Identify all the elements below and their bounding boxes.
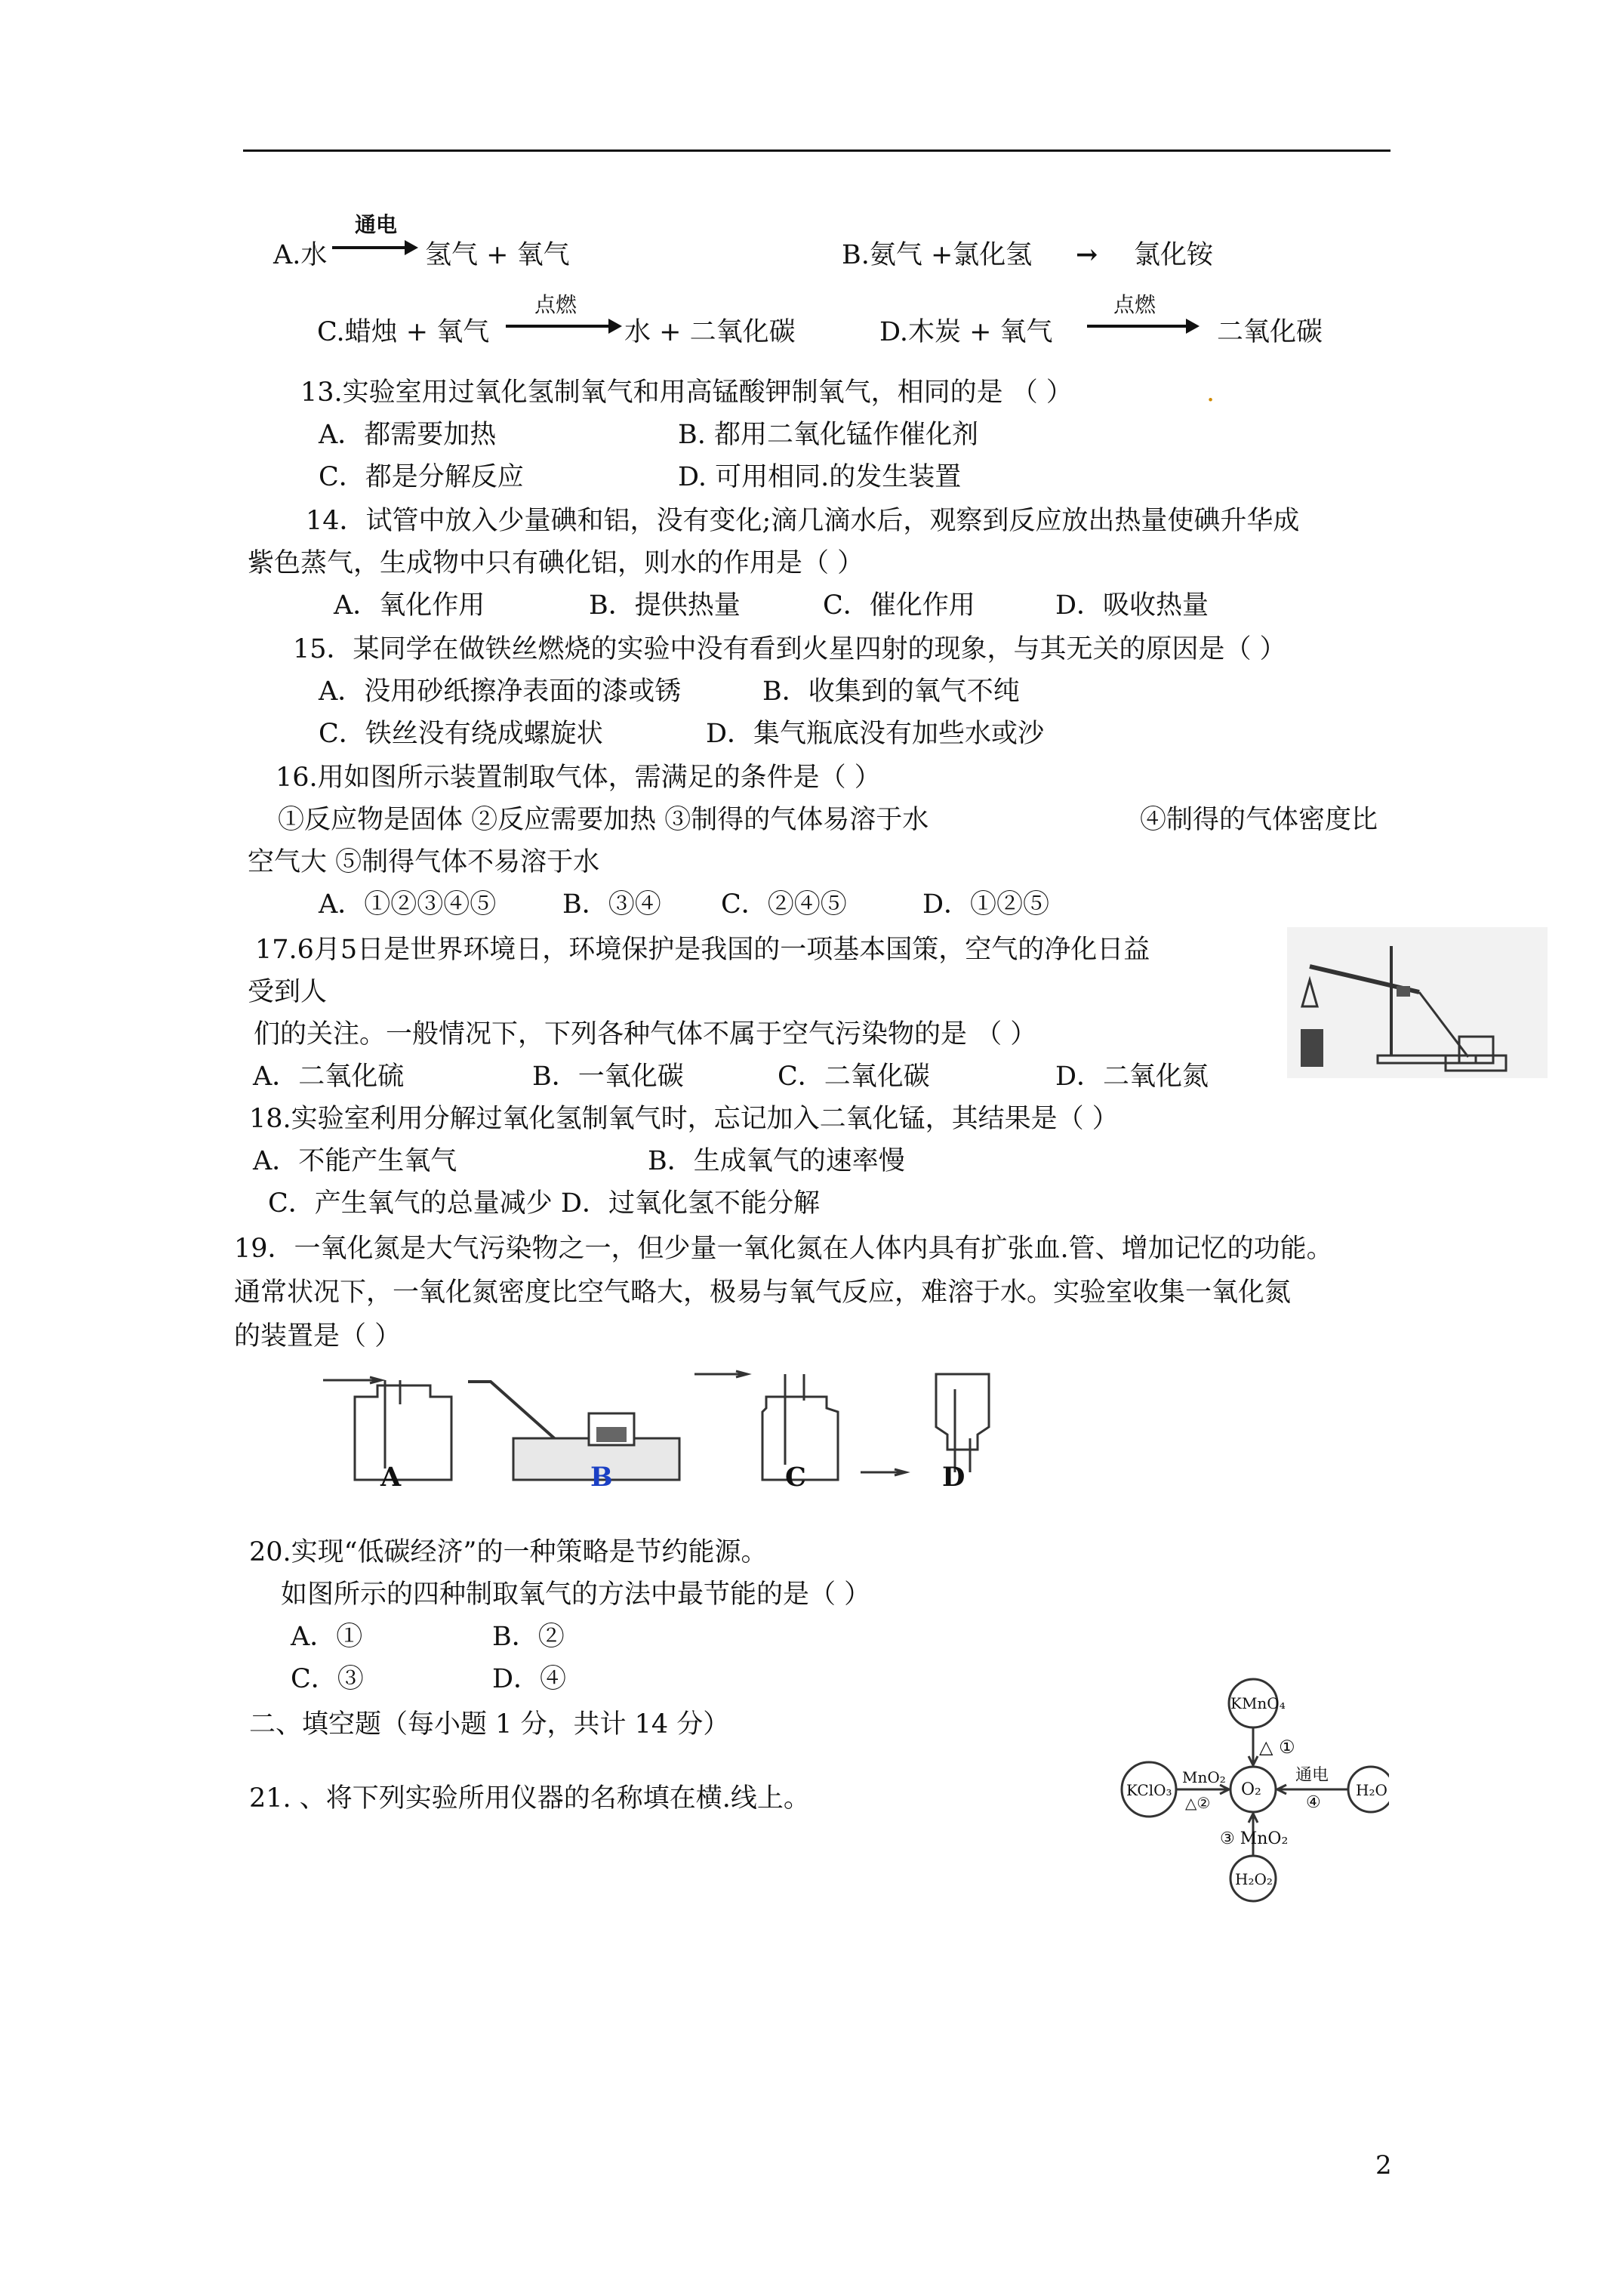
question-14-option-d: D．吸收热量 (1055, 590, 1209, 621)
reaction-c-condition: 点燃 (534, 292, 577, 317)
diagram-cond-4-bottom: ④ (1306, 1793, 1321, 1812)
reaction-c-products: 水 + 二氧化碳 (624, 317, 796, 347)
question-15-option-c: C．铁丝没有绕成螺旋状 (319, 719, 603, 749)
question-14-option-b: B．提供热量 (589, 590, 741, 621)
question-16-option-a: A．①②③④⑤ (319, 889, 497, 920)
reaction-d-condition: 点燃 (1113, 292, 1156, 317)
reaction-b-text: B.氨气 +氯化氢 (842, 240, 1033, 270)
diagram-cond-1: △ ① (1259, 1737, 1295, 1758)
question-18-option-cd: C．产生氧气的总量减少 D．过氧化氢不能分解 (268, 1188, 820, 1219)
heating-apparatus-figure (1287, 927, 1548, 1078)
question-18-stem: 18.实验室利用分解过氧化氢制氧气时，忘记加入二氧化锰，其结果是（ ） (249, 1104, 1119, 1134)
question-17-option-d: D．二氧化氮 (1055, 1062, 1209, 1092)
diagram-node-h2o: H₂O (1356, 1781, 1387, 1799)
reaction-arrow-icon (1087, 325, 1196, 328)
question-19-stem-cont2: 的装置是（ ） (234, 1321, 402, 1351)
reaction-c-reactants: C.蜡烛 + 氧气 (317, 317, 490, 347)
question-13-stem: 13.实验室用过氧化氢制氧气和用高锰酸钾制氧气，相同的是 （ ） (300, 378, 1073, 408)
question-18-option-b: B．生成氧气的速率慢 (648, 1146, 905, 1176)
question-18-option-a: A．不能产生氧气 (253, 1146, 457, 1176)
diagram-node-kmno4: KMnO₄ (1230, 1694, 1286, 1712)
question-15-option-d: D．集气瓶底没有加些水或沙 (706, 719, 1045, 749)
question-17-option-c: C．二氧化碳 (778, 1062, 930, 1092)
question-13-option-d: D. 可用相同.的发生装置 (678, 462, 962, 492)
header-rule (243, 149, 1390, 152)
page-number: 2 (1375, 2150, 1392, 2180)
reaction-a-label: A.水 (273, 240, 328, 270)
diagram-cond-4-top: 通电 (1295, 1766, 1329, 1785)
question-19-stem: 19．一氧化氮是大气污染物之一，但少量一氧化氮在人体内具有扩张血.管、增加记忆的功能。 (234, 1234, 1333, 1264)
question-16-conditions-cont: 空气大 ⑤制得气体不易溶于水 (248, 847, 600, 877)
decorative-dot: . (1206, 378, 1215, 408)
question-20-option-d: D．④ (492, 1664, 567, 1694)
question-15-option-b: B．收集到的氧气不纯 (762, 676, 1020, 707)
reaction-a-condition: 通电 (355, 212, 398, 237)
question-17-stem: 17.6月5日是世界环境日，环境保护是我国的一项基本国策，空气的净化日益 (255, 935, 1150, 965)
diagram-cond-2-top: MnO₂ (1182, 1768, 1226, 1786)
question-16-stem: 16.用如图所示装置制取气体，需满足的条件是（ ） (276, 763, 881, 793)
figure-label-b: B (590, 1462, 613, 1493)
question-14-option-c: C．催化作用 (823, 590, 975, 621)
question-20-stem: 20.实现“低碳经济”的一种策略是节约能源。 (249, 1537, 768, 1567)
reaction-d-reactants: D.木炭 + 氧气 (879, 317, 1053, 347)
question-17-option-a: A．二氧化硫 (253, 1062, 405, 1092)
figure-label-a: A (380, 1462, 402, 1493)
question-17-option-b: B．一氧化碳 (532, 1062, 684, 1092)
question-15-option-a: A．没用砂纸擦净表面的漆或锈 (319, 676, 682, 707)
question-14-stem-cont: 紫色蒸气，生成物中只有碘化铝，则水的作用是（ ） (248, 548, 864, 578)
reaction-a-products: 氢气 + 氧气 (425, 240, 570, 270)
question-20-option-a: A．① (291, 1622, 363, 1652)
question-15-stem: 15．某同学在做铁丝燃烧的实验中没有看到火星四射的现象，与其无关的原因是（ ） (293, 634, 1286, 664)
question-19-stem-cont: 通常状况下，一氧化氮密度比空气略大，极易与氧气反应，难溶于水。实验室收集一氧化氮 (234, 1277, 1292, 1308)
question-16-option-c: C．②④⑤ (721, 889, 847, 920)
reaction-arrow-icon (506, 325, 619, 328)
question-20-option-b: B．② (492, 1622, 565, 1652)
question-21-stem: 21. 、将下列实验所用仪器的名称填在横.线上。 (249, 1783, 810, 1814)
question-17-stem-cont2: 们的关注。一般情况下，下列各种气体不属于空气污染物的是 （ ） (254, 1019, 1037, 1049)
diagram-node-o2: O₂ (1241, 1780, 1261, 1799)
reaction-d-product: 二氧化碳 (1217, 317, 1323, 347)
diagram-cond-3: ③ MnO₂ (1220, 1829, 1289, 1848)
question-16-option-d: D．①②⑤ (922, 889, 1050, 920)
question-20-option-c: C．③ (291, 1664, 364, 1694)
figure-label-d: D (942, 1462, 965, 1493)
figure-label-c: C (785, 1462, 806, 1493)
diagram-cond-2-bottom: △② (1185, 1794, 1211, 1812)
question-20-stem-cont: 如图所示的四种制取氧气的方法中最节能的是（ ） (281, 1579, 871, 1610)
diagram-node-kclo3: KClO₃ (1126, 1781, 1172, 1799)
reaction-b-product: 氯化铵 (1134, 240, 1214, 270)
question-13-option-b: B. 都用二氧化锰作催化剂 (678, 420, 978, 450)
oxygen-methods-diagram (1117, 1676, 1389, 1903)
question-14-option-a: A．氧化作用 (334, 590, 485, 621)
question-13-option-a: A．都需要加热 (319, 420, 497, 450)
question-17-stem-cont: 受到人 (248, 977, 328, 1007)
diagram-node-h2o2: H₂O₂ (1235, 1870, 1273, 1888)
reaction-arrow-icon (332, 246, 415, 249)
question-14-stem: 14．试管中放入少量碘和铝，没有变化;滴几滴水后，观察到反应放出热量使碘升华成 (306, 506, 1300, 536)
question-13-option-c: C．都是分解反应 (319, 462, 524, 492)
question-16-condition-4: ④制得的气体密度比 (1140, 805, 1378, 835)
section-2-title: 二、填空题（每小题 1 分，共计 14 分） (249, 1709, 730, 1740)
question-16-conditions: ①反应物是固体 ②反应需要加热 ③制得的气体易溶于水 (278, 805, 929, 835)
reaction-b-arrow: → (1076, 239, 1098, 270)
gas-collection-figures (317, 1367, 1042, 1502)
question-16-option-b: B．③④ (562, 889, 661, 920)
